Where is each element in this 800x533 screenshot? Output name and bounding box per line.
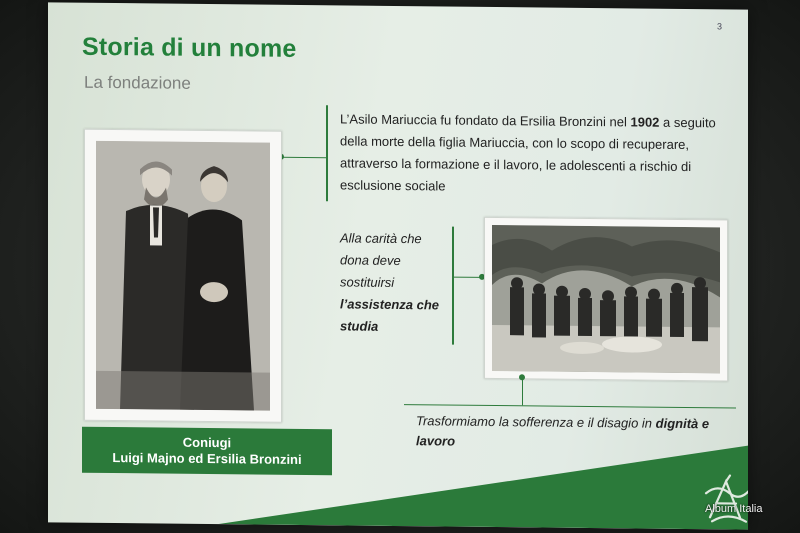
- caption-line-1: Coniugi: [182, 434, 232, 451]
- quote-text: Alla carità che dona deve sostituirsi: [340, 230, 422, 290]
- asilo-mariuccia-logo: [700, 471, 748, 528]
- slide-title: Storia di un nome: [82, 32, 297, 63]
- slide-subtitle: La fondazione: [84, 72, 191, 93]
- caption-line-2: Luigi Majno ed Ersilia Bronzini: [112, 450, 302, 467]
- quote-emphasis: l’assistenza che studia: [340, 296, 439, 334]
- presentation-slide: [48, 2, 748, 529]
- intro-year: 1902: [630, 114, 660, 130]
- decorative-green-wedge: [48, 2, 748, 529]
- bottom-quote-text: Trasformiamo la sofferenza e il disagio in: [416, 413, 653, 431]
- bottom-quote-emphasis: dignità e lavoro: [416, 415, 710, 449]
- page-number: 3: [716, 21, 722, 32]
- intro-text-end: a seguito della morte della figlia Mariuccia, con lo scopo di recuperare, attraverso la formazione e il lavoro, le adolescenti a rischio di esclusione sociale: [340, 114, 716, 194]
- watermark-text: Album Italia: [705, 503, 763, 515]
- intro-text-start: L’Asilo Mariuccia fu fondato da Ersilia Bronzini nel: [340, 111, 631, 130]
